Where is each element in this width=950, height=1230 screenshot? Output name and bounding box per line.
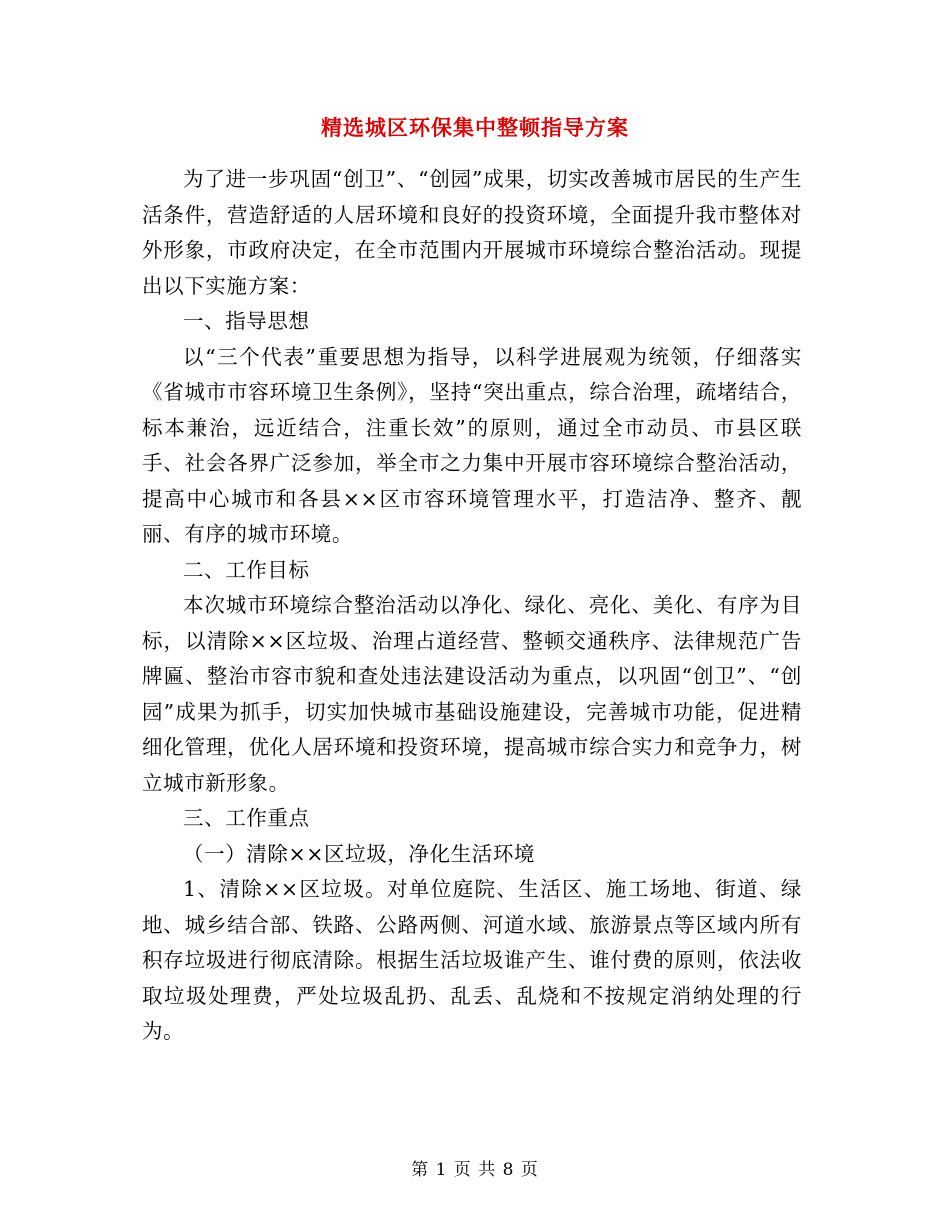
intro-paragraph: 为了进一步巩固“创卫”、“创园”成果，切实改善城市居民的生产生活条件，营造舒适的人居环境和良好的投资环境，全面提升我市整体对外形象，市政府决定，在全市范围内开展城市环境综合整治活动。现提出以下实施方案： bbox=[142, 167, 802, 298]
section-heading-work-goals: 二、工作目标 bbox=[183, 557, 310, 582]
document-title: 精选城区环保集中整顿指导方案 bbox=[321, 115, 629, 140]
page-footer: 第 1 页 共 8 页 bbox=[411, 1160, 539, 1180]
section-heading-work-focus: 三、工作重点 bbox=[183, 806, 310, 830]
document-body bbox=[142, 162, 802, 1050]
section-heading-guiding-thought: 一、指导思想 bbox=[183, 309, 310, 333]
work-goals-paragraph: 本次城市环境综合整治活动以净化、绿化、亮化、美化、有序为目标，以清除××区垃圾、治理占道经营、整顿交通秩序、法律规范广告牌匾、整治市容市貌和查处违法建设活动为重点，以巩固“创卫”、“创园”成果为抓手，切实加快城市基础设施建设，完善城市功能，促进精细化管理，优化人居环境和投资环境，提高城市综合实力和竞争力，树立城市新形象。 bbox=[142, 593, 802, 795]
clear-garbage-paragraph: 1、清除××区垃圾。对单位庭院、生活区、施工场地、街道、绿地、城乡结合部、铁路、公路两侧、河道水域、旅游景点等区域内所有积存垃圾进行彻底清除。根据生活垃圾谁产生、谁付费的原则，依法收取垃圾处理费，严处垃圾乱扔、乱丢、乱烧和不按规定消纳处理的行为。 bbox=[142, 877, 802, 1043]
guiding-thought-paragraph: 以“三个代表”重要思想为指导，以科学进展观为统领，仔细落实《省城市市容环境卫生条例》，坚持“突出重点，综合治理，疏堵结合，标本兼治，远近结合，注重长效”的原则，通过全市动员、市县区联手、社会各界广泛参加，举全市之力集中开展市容环境综合整治活动，提高中心城市和各县××区市容环境管理水平，打造洁净、整齐、靓丽、有序的城市环境。 bbox=[142, 344, 802, 546]
subsection-heading-clear-garbage: （一）清除××区垃圾，净化生活环境 bbox=[183, 841, 536, 866]
